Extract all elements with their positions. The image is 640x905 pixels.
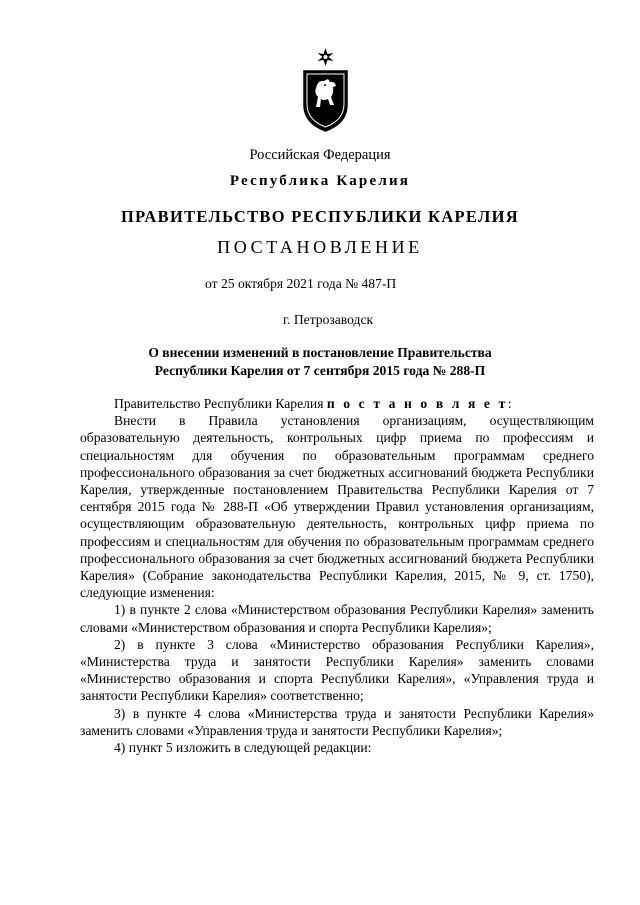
country-name: Российская Федерация [249,147,391,163]
document-type: ПОСТАНОВЛЕНИЕ [217,237,423,257]
document-city: г. Петрозаводск [283,312,374,327]
document-title-line-1: О внесении изменений в постановление Правительства [148,345,492,360]
government-title: ПРАВИТЕЛЬСТВО РЕСПУБЛИКИ КАРЕЛИЯ [121,207,519,226]
intro-colon: : [507,396,512,411]
paragraph-main: Внести в Правила установления организациям, осуществляющим образовательную деятельность, контрольных цифр приема по профессиям и специальностям для обучения по образовательным программам среднего профессионального образования за счет бюджетных ассигнований бюджета Республики Карелия, утвержденные постановлением Правительства Республики Карелия от 7 сентября 2015 года № 288-П «Об утверждении Правил установления организациям, осуществляющим образовательную деятельность, контрольных цифр приема по профессиям и специальностям для обучения по образовательным программам среднего профессионального образования за счет бюджетных ассигнований бюджета Республики Карелия» (Собрание законодательства Республики Карелия, 2015, № 9, ст. 1750), следующие изменения: [80,413,594,601]
paragraph-item-3: 3) в пункте 4 слова «Министерства труда и занятости Республики Карелия» заменить словами «Управления труда и занятости Республики Карелия»; [80,705,594,738]
paragraph-item-1: 1) в пункте 2 слова «Министерством образования Республики Карелия» заменить словами «Министерством образования и спорта Республики Карелия»; [80,602,594,635]
document-title [0,344,640,380]
republic-name: Республика Карелия [229,173,411,189]
intro-resolves: п о с т а н о в л я е т [326,396,508,411]
document-body [80,395,594,756]
karelia-coat-of-arms-icon [301,47,350,133]
paragraph-item-4: 4) пункт 5 изложить в следующей редакции: [114,740,372,756]
intro-paragraph [80,395,594,412]
intro-text: Правительство Республики Карелия [114,396,327,411]
document-date: от 25 октября 2021 года № 487-П [205,276,397,291]
document-title-line-2: Республики Карелия от 7 сентября 2015 года № 288-П [154,363,486,378]
paragraph-item-2: 2) в пункте 3 слова «Министерство образования Республики Карелия», «Министерства труда и занятости Республики Карелия» заменить словами «Министерство образования и спорта Республики Карелия», «Управления труда и занятости Республики Карелия» соответственно; [80,636,594,704]
